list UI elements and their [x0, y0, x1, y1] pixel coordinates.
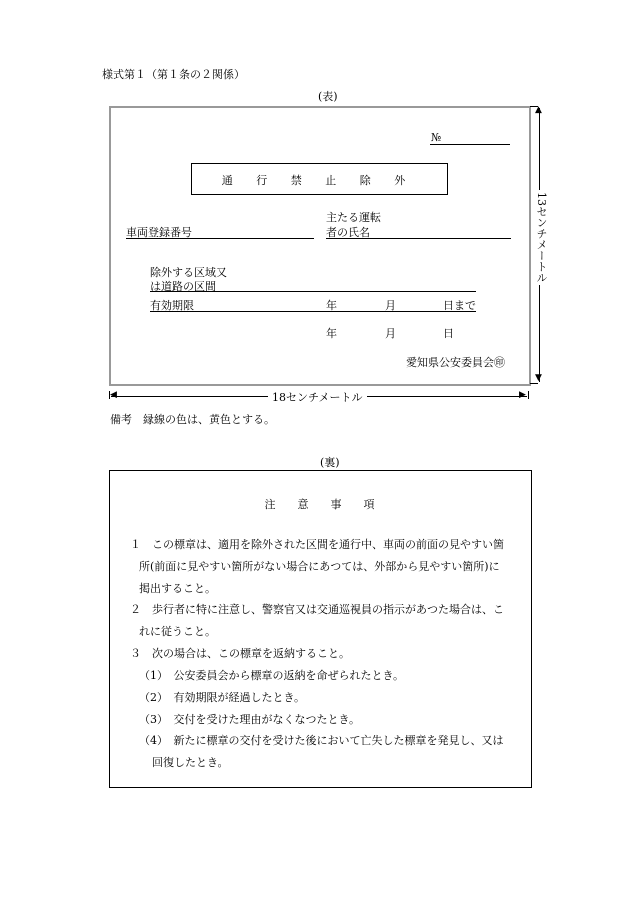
note-line-3: 掲出すること。	[139, 582, 216, 595]
number-label: №	[431, 131, 442, 144]
driver-label-1: 主たる運転	[326, 211, 381, 224]
section-underline	[150, 291, 476, 292]
validity-year: 年	[326, 299, 337, 312]
note-line-10: （4） 新たに標章の交付を受けた後において亡失した標章を発見し、又は	[139, 734, 504, 747]
form-label: 様式第１（第１条の２関係）	[102, 68, 245, 81]
front-caption: (表)	[318, 90, 338, 103]
note-line-1: １ この標章は、適用を除外された区間を通行中、車両の前面の見やすい箇	[130, 538, 504, 551]
validity-until: 日まで	[443, 299, 476, 312]
issue-day: 日	[443, 327, 454, 340]
note-line-6: ３ 次の場合は、この標章を返納すること。	[130, 647, 350, 660]
note-line-2: 所(前面に見やすい箇所がない場合にあつては、外部から見やすい箇所)に	[139, 560, 500, 573]
validity-month: 月	[385, 299, 396, 312]
issuer-name: 愛知県公安委員会㊞	[406, 356, 505, 369]
driver-label-2: 者の氏名	[326, 226, 370, 239]
arrow-down-icon: ▼	[535, 373, 542, 383]
validity-label: 有効期限	[150, 299, 194, 312]
height-label: 13センチメートル	[535, 192, 548, 283]
back-title: 注 意 事 項	[264, 498, 375, 511]
arrow-left-icon: ◀	[110, 390, 117, 400]
back-caption: (裏)	[320, 456, 340, 469]
note-line-5: れに従うこと。	[139, 625, 216, 638]
issue-month: 月	[385, 327, 396, 340]
note-line-7: （1） 公安委員会から標章の返納を命ぜられたとき。	[139, 669, 405, 682]
note-line-9: （3） 交付を受けた理由がなくなつたとき。	[139, 713, 361, 726]
front-title: 通 行 禁 止 除 外	[221, 174, 416, 187]
front-card	[109, 106, 531, 386]
issue-year: 年	[326, 327, 337, 340]
note-line-11: 回復したとき。	[152, 756, 229, 769]
number-underline	[430, 144, 510, 145]
vehicle-reg-label: 車両登録番号	[126, 226, 192, 239]
driver-underline	[326, 238, 511, 239]
vehicle-reg-underline	[126, 238, 314, 239]
arrow-right-icon: ▶	[519, 390, 526, 400]
width-tick-right	[528, 391, 529, 399]
note-line-8: （2） 有効期限が経過したとき。	[139, 691, 306, 704]
note-line-4: ２ 歩行者に特に注意し、警察官又は交通巡視員の指示があつた場合は、こ	[130, 603, 504, 616]
validity-underline	[150, 311, 476, 312]
width-label: 18センチメートル	[268, 389, 367, 405]
arrow-up-icon: ▲	[535, 105, 542, 115]
section-label-1: 除外する区域又	[150, 266, 227, 279]
height-tick-bottom	[530, 383, 538, 384]
remarks: 備考 縁線の色は、黄色とする。	[110, 413, 275, 426]
section-label-2: は道路の区間	[150, 280, 216, 293]
